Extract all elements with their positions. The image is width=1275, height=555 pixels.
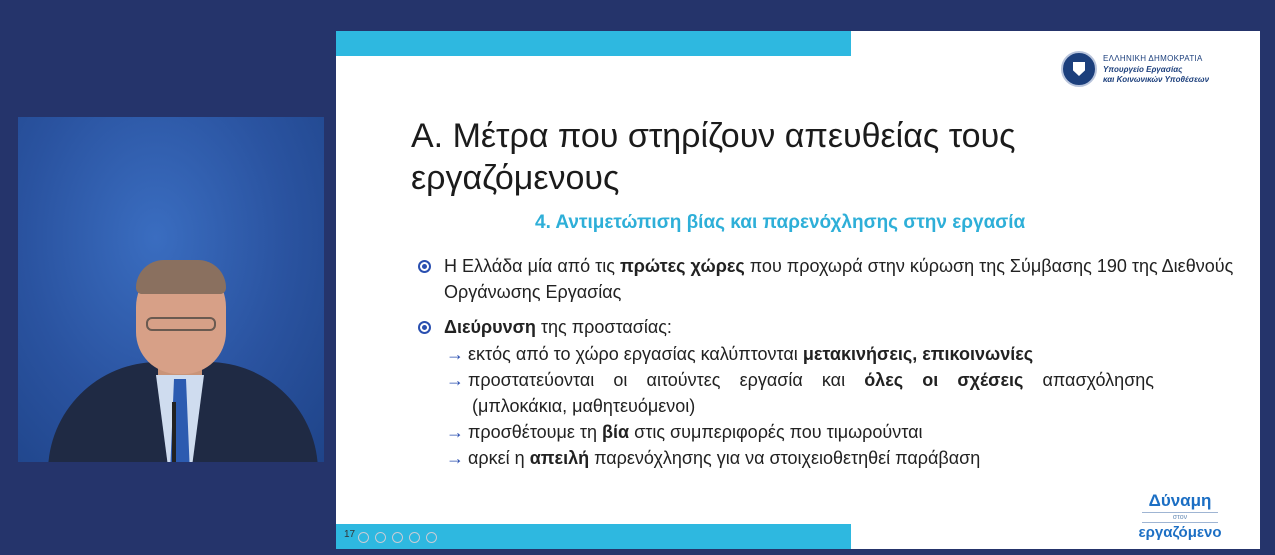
microphone-stem <box>172 402 176 462</box>
logo-line-2: Υπουργείο Εργασίας <box>1103 65 1183 74</box>
brand-line-2: στον <box>1142 512 1218 523</box>
bullet-text-bold: πρώτες χώρες <box>619 256 745 276</box>
arrow-icon: → <box>446 344 464 364</box>
bullet-text <box>444 253 1234 305</box>
sub-item-text: στις συμπεριφορές που τιμωρούνται <box>629 422 923 442</box>
bullet-icon <box>418 260 431 273</box>
slide-title: Α. Μέτρα που στηρίζουν απευθείας τους εργαζόμενους <box>411 117 1016 197</box>
sub-item-text: απασχόλησης <box>1023 370 1154 390</box>
speaker-video-feed <box>18 117 324 462</box>
sub-item-bold: βία <box>602 422 630 442</box>
bullet-text-bold: Διεύρυνση <box>444 317 536 337</box>
sub-item <box>446 419 923 445</box>
sub-item-line <box>468 367 1154 393</box>
pen-icon[interactable] <box>375 532 386 543</box>
sub-item-text: προστατεύονται οι αιτούντες εργασία και <box>468 370 865 390</box>
sub-item-text: αρκεί η <box>468 448 530 468</box>
slideshow-toolbar[interactable] <box>358 532 437 543</box>
emblem-icon <box>1061 51 1097 87</box>
speaker-glasses <box>146 317 216 331</box>
sub-item-text: προσθέτουμε τη <box>468 422 603 442</box>
zoom-icon[interactable] <box>409 532 420 543</box>
slide-subtitle: 4. Αντιμετώπιση βίας και παρενόχλησης στην εργασία <box>535 212 1026 233</box>
speaker-hair <box>136 260 226 294</box>
slide-page-number: 17 <box>344 529 356 540</box>
campaign-logo <box>1134 492 1226 541</box>
prev-slide-icon[interactable] <box>358 532 369 543</box>
logo-line-1: ΕΛΛΗΝΙΚΗ ΔΗΜΟΚΡΑΤΙΑ <box>1103 54 1203 63</box>
bullet-text <box>444 314 1234 340</box>
sub-item-bold: μετακινήσεις, επικοινωνίες <box>802 344 1034 364</box>
brand-line-3: εργαζόμενο <box>1138 524 1222 541</box>
arrow-icon: → <box>446 370 464 390</box>
sub-item-bold: όλες οι σχέσεις <box>864 370 1024 390</box>
bullet-icon <box>418 321 431 334</box>
sub-item-bold: απειλή <box>529 448 590 468</box>
slide-top-accent-bar <box>336 31 851 56</box>
sub-item-text: παρενόχλησης για να στοιχειοθετηθεί παράβαση <box>589 448 981 468</box>
arrow-icon: → <box>446 448 464 468</box>
sub-item <box>446 367 1154 393</box>
ministry-logo <box>1061 51 1251 91</box>
bullet-text-part: που προχωρά στην κύρωση της Σύμβασης 190 της Διεθνούς Οργάνωσης Εργασίας <box>444 256 1234 302</box>
brand-line-1: Δύναμη <box>1148 491 1212 510</box>
slides-grid-icon[interactable] <box>392 532 403 543</box>
presentation-slide <box>336 31 1260 549</box>
sub-item <box>446 445 980 471</box>
sub-item-text: εκτός από το χώρο εργασίας καλύπτονται <box>468 344 803 364</box>
logo-line-3: και Κοινωνικών Υποθέσεων <box>1103 75 1210 84</box>
more-options-icon[interactable] <box>426 532 437 543</box>
sub-item-continuation: (μπλοκάκια, μαθητευόμενοι) <box>472 396 696 416</box>
bullet-text-part: Η Ελλάδα μία από τις <box>444 256 620 276</box>
sub-item <box>446 341 1033 367</box>
arrow-icon: → <box>446 422 464 442</box>
bullet-text-part: της προστασίας: <box>535 317 672 337</box>
